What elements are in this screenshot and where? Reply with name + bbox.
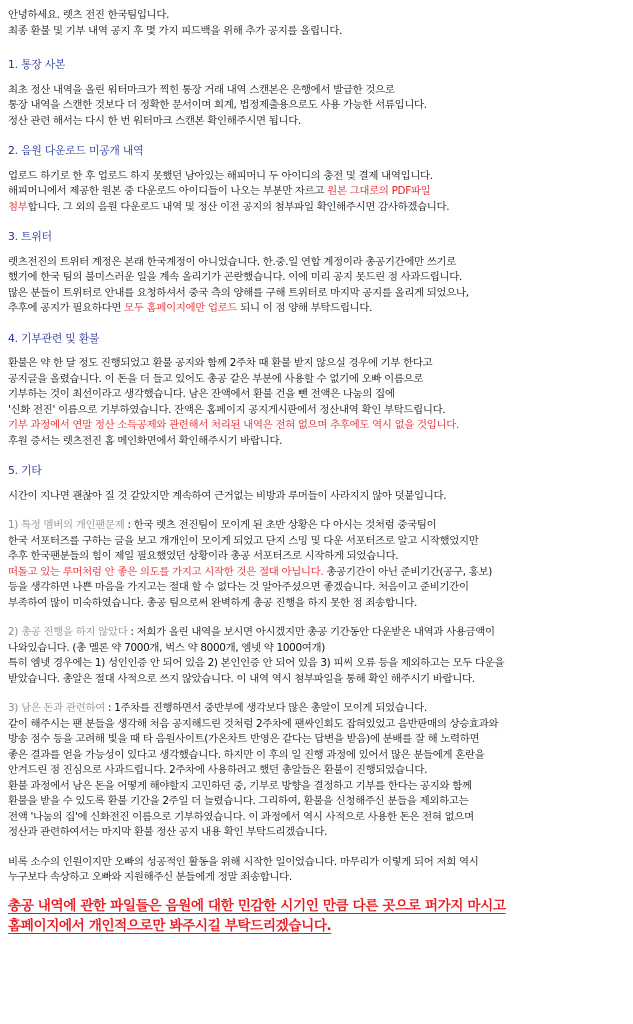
section-heading: 4. 기부관련 및 환불 bbox=[8, 331, 100, 345]
paragraph-line: 안겨드린 점 진심으로 사과드립니다. 2주차에 사용하려고 했던 총알들은 환불이 진행되었습니다. bbox=[8, 764, 428, 776]
paragraph-line bbox=[8, 701, 625, 717]
paragraph-line: 부족하여 많이 미숙하였습니다. 총공 팀으로써 완벽하게 총공 진행을 하지 못한 점 죄송합니다. bbox=[8, 596, 418, 609]
emphasis-text: 원본 그대로의 PDF파일 bbox=[327, 185, 431, 197]
paragraph-line: 통장 내역을 스캔한 것보다 더 정확한 문서이며 회계, 법정제출용으로도 사용 가능한 서류입니다. bbox=[8, 99, 427, 111]
paragraph-line: 했기에 한국 팀의 불미스러운 일을 계속 올리기가 곤란했습니다. 이에 미리 공지 못드린 점 사과드립니다. bbox=[8, 271, 463, 283]
paragraph-line: 환불 과정에서 남은 돈을 어떻게 해야할지 고민하던 중, 기부로 방향을 결정하고 기부를 한다는 공지와 함께 bbox=[8, 779, 472, 792]
paragraph-line bbox=[8, 565, 625, 581]
paragraph-line: 후원 증서는 렛츠전진 홈 메인화면에서 확인해주시기 바랍니다. bbox=[8, 434, 283, 447]
item-label: 1) 특정 멤버의 개인팬문제 bbox=[8, 519, 125, 531]
text-run: 되니 이 점 양해 부탁드립니다. bbox=[237, 302, 373, 314]
emphasis-text: 떠돌고 있는 루머처럼 안 좋은 의도를 가지고 시작한 것은 절대 아닙니다. bbox=[8, 565, 324, 578]
paragraph-line: 전액 '나눔의 집'에 신화전진 이름으로 기부하였습니다. 이 과정에서 역시 사적으로 사용한 돈은 전혀 없으며 bbox=[8, 810, 474, 823]
paragraph-line: 추후 한국팬분들의 힘이 제일 필요했었던 상황이라 총공 서포터즈로 시작하게 되었습니다. bbox=[8, 550, 399, 562]
intro-line: 최종 환불 및 기부 내역 공지 후 몇 가지 피드백을 위해 추가 공지를 올립니다. bbox=[8, 24, 343, 37]
paragraph-line: 공지글을 올렸습니다. 이 돈을 더 들고 있어도 총공 같은 부분에 사용할 수 없기에 오빠 이름으로 bbox=[8, 372, 424, 385]
section-etc bbox=[8, 463, 625, 841]
paragraph-line: 등을 생각하면 나쁜 마음을 가지고는 절대 할 수 없다는 것 알아주셨으면 좋겠습니다. 처음이고 준비기간이 bbox=[8, 581, 469, 593]
item-label: 2) 총공 진행을 하지 않았다 bbox=[8, 626, 128, 638]
final-notice-line: 홈페이지에서 개인적으로만 봐주시길 부탁드리겠습니다. bbox=[8, 917, 332, 934]
paragraph-line: 업로드 하기로 한 후 업로드 하지 못했던 남아있는 해피머니 두 아이디의 충전 및 결제 내역입니다. bbox=[8, 169, 433, 182]
etc-item-remaining-money bbox=[8, 701, 625, 841]
emphasis-text: 첨부 bbox=[8, 200, 28, 213]
final-notice bbox=[8, 896, 625, 936]
paragraph-line bbox=[8, 184, 625, 200]
paragraph-line: 나와있습니다. (총 멜론 약 7000개, 벅스 약 8000개, 엠넷 약 1000여개) bbox=[8, 641, 326, 654]
section-music-download bbox=[8, 143, 625, 215]
paragraph-line: 특히 엠넷 경우에는 1) 성인인증 안 되어 있음 2) 본인인증 안 되어 있음 3) 피씨 오류 등을 제외하고는 모두 다운을 bbox=[8, 657, 505, 669]
paragraph-line: 최초 정산 내역을 올린 워터마크가 찍힌 통장 거래 내역 스캔본은 은행에서 발급한 것으로 bbox=[8, 83, 395, 96]
etc-item-no-streaming bbox=[8, 625, 625, 687]
paragraph-line: 환불은 약 한 달 정도 진행되었고 환불 공지와 함께 2주차 때 환불 받지 않으실 경우에 기부 한다고 bbox=[8, 357, 433, 369]
closing bbox=[8, 855, 625, 886]
text-run: : 한국 렛츠 전진팀이 모이게 된 초반 상황은 다 아시는 것처럼 중국팀이 bbox=[124, 519, 437, 531]
intro-line: 안녕하세요. 렛츠 전진 한국팀입니다. bbox=[8, 9, 170, 21]
paragraph-line: 많은 분들이 트위터로 안내를 요청하셔서 중국 측의 양해를 구해 트위터로 마지막 공지를 올리게 되었으나, bbox=[8, 286, 469, 299]
text-run: 합니다. 그 외의 음원 다운로드 내역 및 정산 이전 공지의 첨부파일 확인해주시면 감사하겠습니다. bbox=[27, 200, 450, 213]
paragraph-line: 환불을 받을 수 있도록 환불 기간을 2주일 더 늘렸습니다. 그리하여, 환불을 신청해주신 분들을 제외하고는 bbox=[8, 795, 469, 807]
final-notice-line: 총공 내역에 관한 파일들은 음원에 대한 민감한 시기인 만큼 다른 곳으로 퍼가지 마시고 bbox=[8, 897, 506, 914]
paragraph-line: 렛츠전진의 트위터 계정은 본래 한국계정이 아니었습니다. 한.중.일 연합 계정이라 총공기간에만 쓰기로 bbox=[8, 255, 457, 268]
section-heading: 2. 음원 다운로드 미공개 내역 bbox=[8, 144, 144, 157]
text-run: 추후에 공지가 필요하다면 bbox=[8, 302, 125, 314]
paragraph-line bbox=[8, 625, 625, 641]
paragraph-line bbox=[8, 301, 625, 317]
text-run: 해피머니에서 제공한 원본 중 다운로드 아이디들이 나오는 부분만 자르고 bbox=[8, 185, 328, 197]
paragraph-line: 정산 관련 해서는 다시 한 번 워터마크 스캔본 확인해주시면 됩니다. bbox=[8, 114, 301, 127]
paragraph-line: 누구보다 속상하고 오빠와 지원해주신 분들에게 정말 죄송합니다. bbox=[8, 871, 292, 883]
section-heading: 1. 통장 사본 bbox=[8, 58, 66, 71]
intro bbox=[8, 8, 625, 39]
paragraph-line: 좋은 결과를 얻을 가능성이 있다고 생각했습니다. 하지만 이 후의 일 진행 과정에 있어서 많은 분들에게 혼란을 bbox=[8, 748, 485, 761]
section-bank-statement bbox=[8, 57, 625, 129]
paragraph-line: 받았습니다. 총알은 절대 사적으로 쓰지 않았습니다. 이 내역 역시 첨부파일을 통해 확인 해주시기 바랍니다. bbox=[8, 672, 475, 685]
paragraph-line: 정산과 관련하여서는 마지막 환불 정산 공지 내용 확인 부탁드리겠습니다. bbox=[8, 826, 328, 838]
paragraph-line bbox=[8, 518, 625, 534]
paragraph-line: 같이 해주시는 팬 분들을 생각해 처음 공지해드린 것처럼 2주차에 팬싸인회도 잡혀있었고 음반판매의 상승효과와 bbox=[8, 717, 499, 730]
emphasis-text: 모두 홈페이지에만 업로드 bbox=[124, 302, 238, 314]
paragraph-line: 한국 서포터즈를 구하는 글을 보고 개개인이 모이게 되었고 단지 스밍 및 다운 서포터즈로 알고 시작했었지만 bbox=[8, 534, 479, 547]
text-run: 총공기간이 아닌 준비기간(공구, 홍보) bbox=[323, 565, 493, 578]
paragraph-line: 기부하는 것이 최선이라고 생각했습니다. 남은 잔액에서 환불 건을 뺀 전액은 나눔의 집에 bbox=[8, 388, 395, 400]
paragraph-line bbox=[8, 200, 625, 216]
paragraph-line: '신화 전진' 이름으로 기부하였습니다. 잔액은 홈페이지 공지게시판에서 정산내역 확인 부탁드립니다. bbox=[8, 403, 446, 416]
emphasis-line: 기부 과정에서 연말 정산 소득공제와 관련해서 처리된 내역은 전혀 없으며 추후에도 역시 없을 것입니다. bbox=[8, 419, 460, 431]
text-run: : 1주차를 진행하면서 중반부에 생각보다 많은 총알이 모이게 되었습니다. bbox=[104, 702, 427, 714]
section-twitter bbox=[8, 229, 625, 317]
paragraph-line: 비록 소수의 인원이지만 오빠의 성공적인 활동을 위해 시작한 일이었습니다. 마무리가 이렇게 되어 저희 역시 bbox=[8, 855, 479, 868]
section-donation-refund bbox=[8, 331, 625, 450]
item-label: 3) 남은 돈과 관련하여 bbox=[8, 702, 105, 714]
paragraph-line: 방송 점수 등을 고려해 빛을 때 타 음원사이트(가온차트 반영은 같다는 답변을 받음)에 분배를 잘 해 노력하면 bbox=[8, 733, 480, 745]
etc-item-member-fan bbox=[8, 518, 625, 611]
text-run: : 저희가 올린 내역을 보시면 아시겠지만 총공 기간동안 다운받은 내역과 사용금액이 bbox=[127, 626, 495, 638]
paragraph-line: 시간이 지나면 괜찮아 질 것 같았지만 계속하여 근거없는 비방과 루머들이 사라지지 않아 덧붙입니다. bbox=[8, 489, 447, 502]
section-heading: 3. 트위터 bbox=[8, 230, 52, 243]
section-heading: 5. 기타 bbox=[8, 464, 42, 477]
